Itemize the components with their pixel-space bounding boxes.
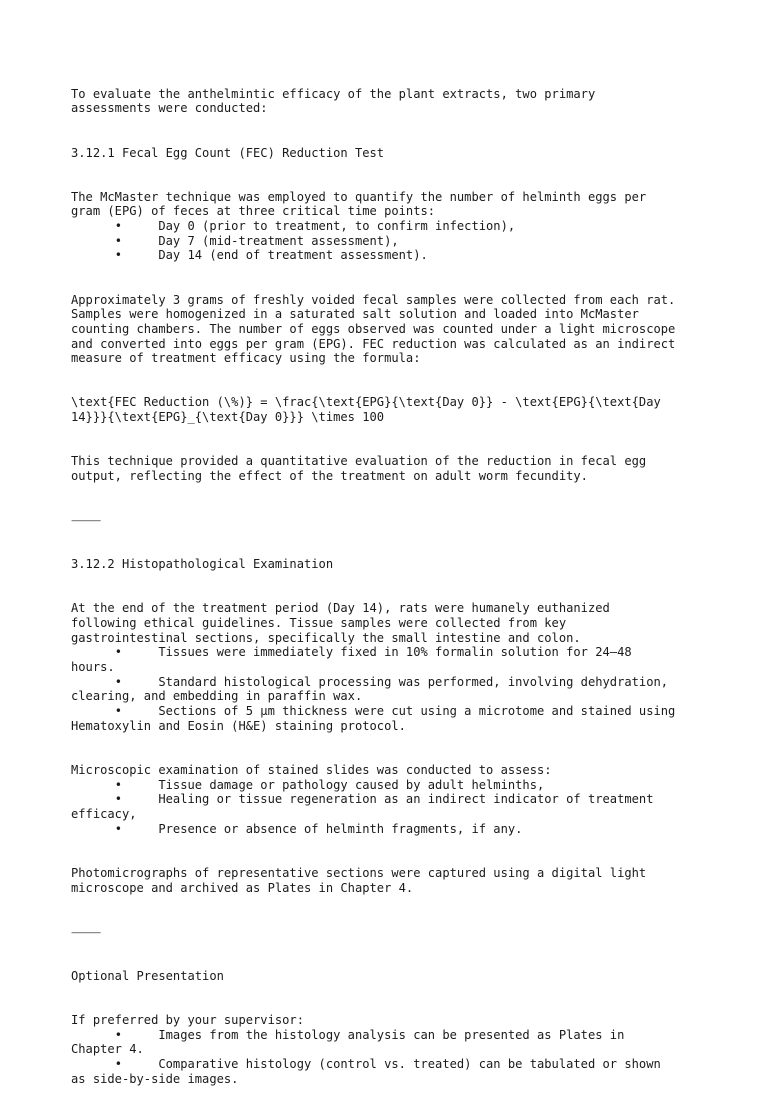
list-item xyxy=(71,248,731,263)
list-item-text: Presence or absence of helminth fragments, if any. xyxy=(158,821,523,836)
list-item xyxy=(71,704,731,733)
fec-paragraph-2: Approximately 3 grams of freshly voided fecal samples were collected from each rat. Samples were homogenized in a saturated salt solution and loaded into McMaster counting chambers. The number of eggs observed was counted under a light microscope and converted into eggs per gram (EPG). FEC reduction was calculated as an indirect measure of treatment efficacy using the formula: xyxy=(71,292,676,366)
histo-paragraph-1-text: At the end of the treatment period (Day 14), rats were humanely euthanized following ethical guidelines. Tissue samples were collected from key gastrointestinal sections, specifically the small intestine and colon. xyxy=(71,601,610,645)
fec-paragraph-3: This technique provided a quantitative evaluation of the reduction in fecal egg output, reflecting the effect of the treatment on adult worm fecundity. xyxy=(71,454,647,483)
list-item-text: Day 7 (mid-treatment assessment), xyxy=(158,233,399,248)
list-item-text: Sections of 5 µm thickness were cut using a microtome and stained using Hematoxylin and Eosin (H&E) staining protocol. xyxy=(71,704,676,733)
bullet-glyph: • xyxy=(114,1056,122,1071)
list-item-text: Day 14 (end of treatment assessment). xyxy=(158,248,428,263)
section-divider: ⸻ xyxy=(71,513,102,527)
list-item-text: Tissues were immediately fixed in 10% formalin solution for 24–48 hours. xyxy=(71,645,632,674)
bullet-glyph: • xyxy=(114,219,122,233)
list-item xyxy=(71,219,731,234)
bullet-glyph: • xyxy=(114,704,122,719)
bullet-glyph: • xyxy=(114,248,122,263)
list-item xyxy=(71,234,731,249)
fec-formula: \text{FEC Reduction (\%)} = \frac{\text{EPG}{\text{Day 0}} - \text{EPG}{\text{Day 14}}}{\text{EPG}_{\text{Day 0}}} \times 100 xyxy=(71,395,661,425)
list-item-text: Standard histological processing was performed, involving dehydration, clearing, and embedding in paraffin wax. xyxy=(71,674,669,704)
list-item-text: Day 0 (prior to treatment, to confirm infection), xyxy=(158,219,516,233)
bullet-glyph: • xyxy=(114,792,122,807)
bullet-glyph: • xyxy=(114,233,122,248)
bullet-glyph: • xyxy=(114,674,122,689)
list-item-text: Healing or tissue regeneration as an indirect indicator of treatment efficacy, xyxy=(71,792,654,822)
bullet-glyph: • xyxy=(114,821,122,836)
bullet-glyph: • xyxy=(114,645,122,660)
section-heading-optional: Optional Presentation xyxy=(71,968,224,983)
section-divider: ⸻ xyxy=(71,924,102,939)
bullet-glyph: • xyxy=(114,777,122,792)
histo-paragraph-2-text: Microscopic examination of stained slides was conducted to assess: xyxy=(71,762,552,777)
fec-paragraph-1-text: The McMaster technique was employed to quantify the number of helminth eggs per gram (EPG) of feces at three critical time points: xyxy=(71,189,647,219)
histo-paragraph-3: Photomicrographs of representative sections were captured using a digital light microscope and archived as Plates in Chapter 4. xyxy=(71,865,647,895)
fec-paragraph-1 xyxy=(71,190,731,264)
histo-paragraph-2 xyxy=(71,763,731,837)
list-item xyxy=(71,1057,731,1086)
list-item xyxy=(71,645,731,674)
histo-paragraph-1 xyxy=(71,601,731,733)
list-item xyxy=(71,822,731,837)
list-item xyxy=(71,675,731,704)
list-item xyxy=(71,792,731,821)
document-body xyxy=(71,72,731,1116)
list-item xyxy=(71,1028,731,1057)
list-item-text: Comparative histology (control vs. treated) can be tabulated or shown as side-by-side images. xyxy=(71,1056,661,1086)
optional-paragraph-text: If preferred by your supervisor: xyxy=(71,1012,304,1027)
intro-paragraph: To evaluate the anthelmintic efficacy of the plant extracts, two primary assessments were conducted: xyxy=(71,86,596,116)
list-item xyxy=(71,778,731,793)
section-heading-fec: 3.12.1 Fecal Egg Count (FEC) Reduction Test xyxy=(71,145,385,160)
bullet-glyph: • xyxy=(114,1027,122,1042)
section-heading-histopathology: 3.12.2 Histopathological Examination xyxy=(71,557,334,572)
list-item-text: Images from the histology analysis can be presented as Plates in Chapter 4. xyxy=(71,1027,625,1057)
list-item-text: Tissue damage or pathology caused by adult helminths, xyxy=(158,777,545,792)
